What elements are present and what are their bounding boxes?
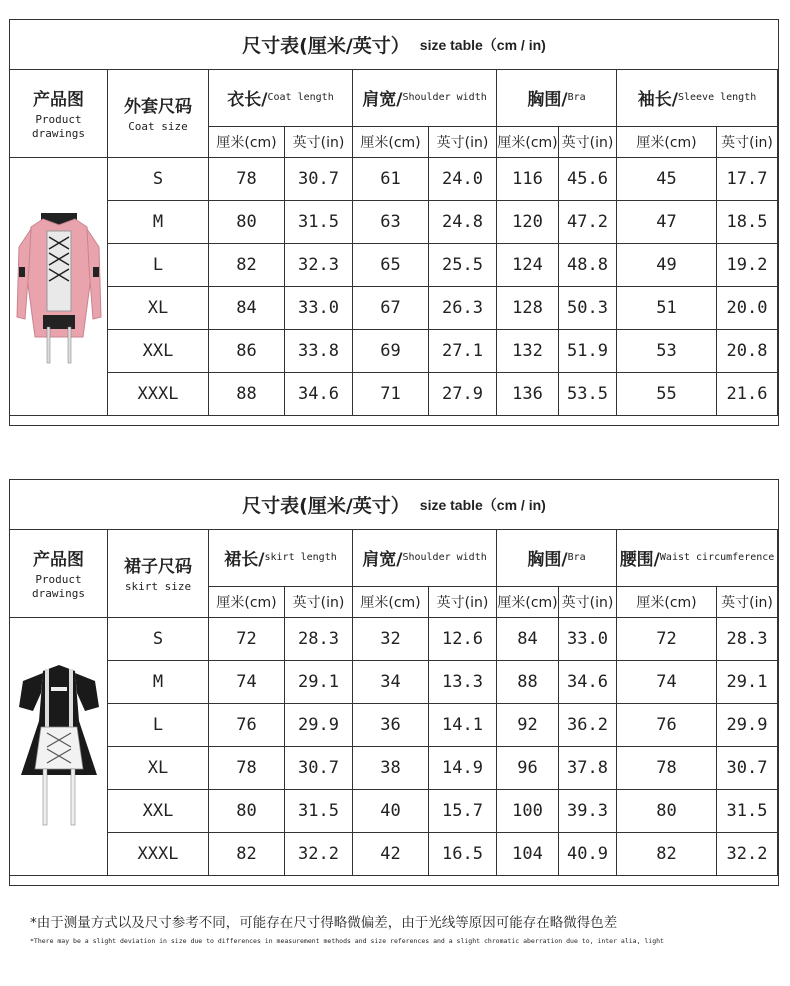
unit-cm-header: 厘米(cm): [497, 127, 559, 158]
value-in: 25.5: [429, 244, 497, 287]
value-in: 24.0: [429, 158, 497, 201]
measure-header: [353, 529, 497, 587]
value-in: 18.5: [717, 201, 778, 244]
value-cm: 71: [353, 373, 429, 416]
value-cm: 34: [353, 661, 429, 704]
value-in: 14.1: [429, 704, 497, 747]
value-cm: 84: [209, 287, 285, 330]
value-cm: 45: [617, 158, 717, 201]
measure-header-zh: 胸围/: [527, 90, 568, 110]
value-cm: 92: [497, 704, 559, 747]
value-cm: 69: [353, 330, 429, 373]
value-in: 51.9: [559, 330, 617, 373]
value-in: 33.0: [559, 618, 617, 661]
value-in: 15.7: [429, 790, 497, 833]
value-cm: 63: [353, 201, 429, 244]
value-cm: 78: [209, 747, 285, 790]
value-cm: 51: [617, 287, 717, 330]
product-drawings-header: [10, 529, 108, 618]
table-title-sub: size table（cm / in): [419, 496, 546, 513]
value-cm: 100: [497, 790, 559, 833]
value-in: 32.3: [285, 244, 353, 287]
product-header-zh: 产品图: [33, 550, 84, 570]
value-in: 28.3: [285, 618, 353, 661]
value-cm: 128: [497, 287, 559, 330]
value-cm: 74: [209, 661, 285, 704]
measure-header-en: Waist circumference: [659, 552, 775, 563]
value-in: 31.5: [717, 790, 778, 833]
measure-header: [617, 69, 778, 127]
footnote-english: *There may be a slight deviation in size due to differences in measurement methods and size references and a slight chromatic aberration due to, inter alia, light: [30, 937, 664, 945]
measure-header: [497, 529, 617, 587]
product-header-en: Product: [35, 573, 82, 586]
size-label: XXXL: [108, 833, 209, 876]
size-label: M: [108, 661, 209, 704]
value-cm: 55: [617, 373, 717, 416]
product-header-zh: 产品图: [33, 90, 84, 110]
measure-header: [209, 529, 353, 587]
size-header-en: skirt size: [124, 580, 192, 593]
measure-header-en: Shoulder width: [402, 92, 487, 103]
value-in: 36.2: [559, 704, 617, 747]
value-cm: 104: [497, 833, 559, 876]
value-in: 33.0: [285, 287, 353, 330]
value-cm: 82: [209, 244, 285, 287]
product-image: [10, 618, 108, 876]
unit-in-header: 英寸(in): [717, 587, 778, 618]
product-header-en: drawings: [32, 587, 85, 600]
value-cm: 120: [497, 201, 559, 244]
measure-header-zh: 裙长/: [224, 550, 265, 570]
value-cm: 116: [497, 158, 559, 201]
value-cm: 82: [209, 833, 285, 876]
table-title-sub: size table（cm / in): [419, 36, 546, 53]
black-dress-illustration: [13, 657, 105, 837]
size-label: L: [108, 704, 209, 747]
product-drawings-header: [10, 69, 108, 158]
value-cm: 74: [617, 661, 717, 704]
value-cm: 65: [353, 244, 429, 287]
unit-cm-header: 厘米(cm): [209, 127, 285, 158]
value-cm: 76: [209, 704, 285, 747]
value-cm: 38: [353, 747, 429, 790]
size-label: XL: [108, 747, 209, 790]
unit-in-header: 英寸(in): [559, 127, 617, 158]
unit-in-header: 英寸(in): [429, 587, 497, 618]
unit-in-header: 英寸(in): [285, 127, 353, 158]
value-cm: 72: [209, 618, 285, 661]
value-in: 31.5: [285, 790, 353, 833]
table-title: [10, 480, 778, 530]
value-in: 29.9: [285, 704, 353, 747]
value-in: 24.8: [429, 201, 497, 244]
value-cm: 86: [209, 330, 285, 373]
value-in: 34.6: [559, 661, 617, 704]
unit-in-header: 英寸(in): [429, 127, 497, 158]
value-cm: 40: [353, 790, 429, 833]
value-cm: 47: [617, 201, 717, 244]
value-in: 37.8: [559, 747, 617, 790]
footnote-chinese: *由于测量方式以及尺寸参考不同，可能存在尺寸得略微偏差，由于光线等原因可能存在略微得色差: [30, 915, 618, 931]
value-in: 17.7: [717, 158, 778, 201]
value-in: 20.0: [717, 287, 778, 330]
measure-header: [617, 529, 778, 587]
value-in: 27.1: [429, 330, 497, 373]
measure-header: [209, 69, 353, 127]
product-image: [10, 158, 108, 416]
measure-header: [497, 69, 617, 127]
unit-cm-header: 厘米(cm): [617, 587, 717, 618]
value-cm: 80: [209, 201, 285, 244]
unit-in-header: 英寸(in): [717, 127, 778, 158]
value-in: 20.8: [717, 330, 778, 373]
value-in: 13.3: [429, 661, 497, 704]
value-in: 12.6: [429, 618, 497, 661]
measure-header-en: skirt length: [264, 552, 337, 563]
value-in: 47.2: [559, 201, 617, 244]
value-in: 31.5: [285, 201, 353, 244]
size-header-en: Coat size: [128, 120, 188, 133]
measure-header-en: Coat length: [267, 92, 334, 103]
unit-cm-header: 厘米(cm): [497, 587, 559, 618]
measure-header-zh: 胸围/: [527, 550, 568, 570]
measure-header-zh: 袖长/: [637, 90, 678, 110]
value-in: 48.8: [559, 244, 617, 287]
measure-header-en: Sleeve length: [677, 92, 757, 103]
value-in: 40.9: [559, 833, 617, 876]
value-cm: 136: [497, 373, 559, 416]
size-column-header: [108, 69, 209, 158]
value-in: 45.6: [559, 158, 617, 201]
value-in: 29.1: [285, 661, 353, 704]
measure-header-zh: 肩宽/: [362, 550, 403, 570]
size-column-header: [108, 529, 209, 618]
size-header-zh: 裙子尺码: [124, 557, 192, 577]
value-cm: 32: [353, 618, 429, 661]
value-cm: 42: [353, 833, 429, 876]
size-label: XXL: [108, 790, 209, 833]
value-in: 34.6: [285, 373, 353, 416]
size-label: XXXL: [108, 373, 209, 416]
table-title-main: 尺寸表(厘米/英寸）: [242, 35, 410, 57]
value-cm: 49: [617, 244, 717, 287]
value-cm: 96: [497, 747, 559, 790]
unit-cm-header: 厘米(cm): [353, 127, 429, 158]
value-in: 28.3: [717, 618, 778, 661]
value-cm: 132: [497, 330, 559, 373]
measure-header-en: Shoulder width: [402, 552, 487, 563]
value-in: 29.1: [717, 661, 778, 704]
table-title-main: 尺寸表(厘米/英寸）: [242, 495, 410, 517]
size-label: S: [108, 618, 209, 661]
value-cm: 61: [353, 158, 429, 201]
value-cm: 78: [617, 747, 717, 790]
measure-header-en: Bra: [567, 92, 586, 103]
value-cm: 80: [209, 790, 285, 833]
value-in: 19.2: [717, 244, 778, 287]
product-header-en: drawings: [32, 127, 85, 140]
value-in: 30.7: [717, 747, 778, 790]
value-in: 21.6: [717, 373, 778, 416]
measure-header-zh: 衣长/: [227, 90, 268, 110]
value-cm: 76: [617, 704, 717, 747]
value-in: 26.3: [429, 287, 497, 330]
measure-header-zh: 肩宽/: [362, 90, 403, 110]
product-header-en: Product: [35, 113, 82, 126]
value-cm: 124: [497, 244, 559, 287]
value-cm: 72: [617, 618, 717, 661]
unit-in-header: 英寸(in): [559, 587, 617, 618]
unit-cm-header: 厘米(cm): [617, 127, 717, 158]
value-in: 32.2: [717, 833, 778, 876]
value-cm: 67: [353, 287, 429, 330]
measure-header: [353, 69, 497, 127]
unit-cm-header: 厘米(cm): [353, 587, 429, 618]
coat-size-table: [9, 19, 779, 426]
value-in: 29.9: [717, 704, 778, 747]
value-cm: 88: [209, 373, 285, 416]
size-header-zh: 外套尺码: [124, 97, 192, 117]
value-in: 53.5: [559, 373, 617, 416]
value-in: 16.5: [429, 833, 497, 876]
skirt-size-table: [9, 479, 779, 886]
size-label: S: [108, 158, 209, 201]
value-in: 14.9: [429, 747, 497, 790]
size-label: XXL: [108, 330, 209, 373]
value-in: 50.3: [559, 287, 617, 330]
value-in: 33.8: [285, 330, 353, 373]
size-label: L: [108, 244, 209, 287]
value-cm: 88: [497, 661, 559, 704]
value-cm: 53: [617, 330, 717, 373]
value-cm: 84: [497, 618, 559, 661]
pink-coat-illustration: [13, 207, 105, 367]
size-label: M: [108, 201, 209, 244]
value-cm: 82: [617, 833, 717, 876]
unit-in-header: 英寸(in): [285, 587, 353, 618]
value-in: 32.2: [285, 833, 353, 876]
measure-header-en: Bra: [567, 552, 586, 563]
value-in: 39.3: [559, 790, 617, 833]
table-title: [10, 20, 778, 70]
value-cm: 80: [617, 790, 717, 833]
size-label: XL: [108, 287, 209, 330]
unit-cm-header: 厘米(cm): [209, 587, 285, 618]
measure-header-zh: 腰围/: [619, 550, 660, 570]
value-in: 30.7: [285, 158, 353, 201]
value-cm: 78: [209, 158, 285, 201]
value-in: 30.7: [285, 747, 353, 790]
value-in: 27.9: [429, 373, 497, 416]
value-cm: 36: [353, 704, 429, 747]
